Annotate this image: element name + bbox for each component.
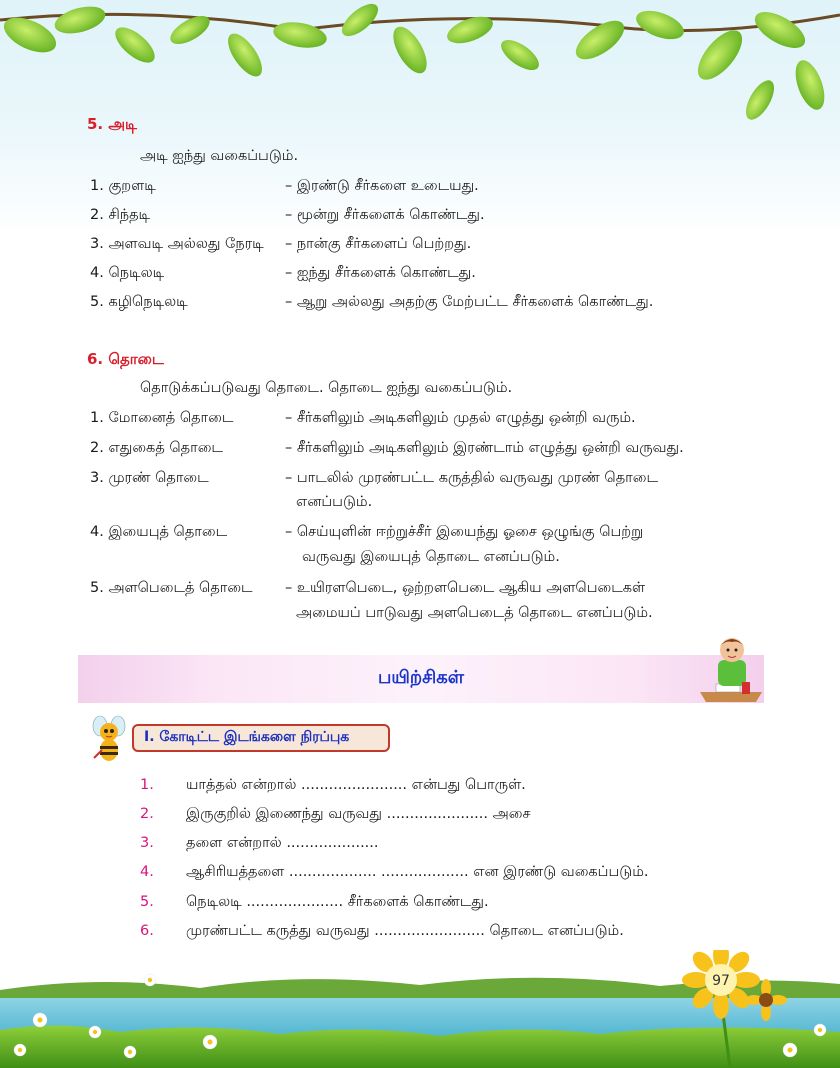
list-item-desc: – சீர்களிலும் அடிகளிலும் முதல் எழுத்து ஒன்றி வரும். xyxy=(285,410,636,426)
leaves-decoration xyxy=(0,0,840,130)
list-item-term: 2. எதுகைத் தொடை xyxy=(90,440,223,456)
exercise-section-label xyxy=(132,724,390,752)
list-item-term: 4. இயைபுத் தொடை xyxy=(90,524,228,540)
list-item-desc: – உயிரளபெடை, ஒற்றளபெடை ஆகிய அளபெடைகள் xyxy=(285,580,646,596)
list-item-desc: – பாடலில் முரண்பட்ட கருத்தில் வருவது முரண் தொடை xyxy=(285,470,658,486)
question-text: யாத்தல் என்றால் ....................... என்பது பொருள். xyxy=(186,777,526,793)
exercises-banner-title: பயிற்சிகள் xyxy=(378,667,464,688)
question-number: 4. xyxy=(140,864,154,880)
section-6-heading: 6. தொடை xyxy=(87,350,164,368)
question-text: நெடிலடி ..................... சீர்களைக் கொண்டது. xyxy=(186,894,489,910)
section-5-heading: 5. அடி xyxy=(87,115,137,133)
list-item-desc: – இரண்டு சீர்களை உடையது. xyxy=(285,178,479,194)
question-number: 1. xyxy=(140,777,154,793)
list-item-desc: – ஆறு அல்லது அதற்கு மேற்பட்ட சீர்களைக் கொண்டது. xyxy=(285,294,654,310)
list-item-desc-cont: அமையப் பாடுவது அளபெடைத் தொடை எனப்படும். xyxy=(296,605,653,621)
list-item-desc: – ஐந்து சீர்களைக் கொண்டது. xyxy=(285,265,476,281)
question-number: 6. xyxy=(140,923,154,939)
meadow-decoration xyxy=(0,950,840,1068)
section-5-intro: அடி ஐந்து வகைப்படும். xyxy=(140,148,299,164)
page-number: 97 xyxy=(712,973,730,989)
question-number: 2. xyxy=(140,806,154,822)
list-item-term: 2. சிந்தடி xyxy=(90,207,151,223)
boy-studying-illustration xyxy=(698,632,764,706)
list-item-desc: – செய்யுளின் ஈற்றுச்சீர் இயைந்து ஓசை ஒழுங்கு பெற்று xyxy=(285,524,644,540)
section-6-intro: தொடுக்கப்படுவது தொடை. தொடை ஐந்து வகைப்படும். xyxy=(140,380,513,396)
list-item-desc-cont: எனப்படும். xyxy=(296,494,373,510)
list-item-term: 1. குறளடி xyxy=(90,178,156,194)
bee-icon xyxy=(88,712,130,764)
exercise-section-title: I. கோடிட்ட இடங்களை நிரப்புக xyxy=(144,729,350,745)
list-item-term: 4. நெடிலடி xyxy=(90,265,165,281)
question-text: ஆசிரியத்தளை ................... ................... என இரண்டு வகைப்படும். xyxy=(186,864,649,880)
exercises-banner xyxy=(78,655,764,703)
question-text: முரண்பட்ட கருத்து வருவது ........................ தொடை எனப்படும். xyxy=(186,923,624,939)
list-item-term: 1. மோனைத் தொடை xyxy=(90,410,234,426)
list-item-desc: – நான்கு சீர்களைப் பெற்றது. xyxy=(285,236,472,252)
list-item-desc-cont: வருவது இயைபுத் தொடை எனப்படும். xyxy=(302,549,560,565)
list-item-term: 3. அளவடி அல்லது நேரடி xyxy=(90,236,264,252)
list-item-term: 5. கழிநெடிலடி xyxy=(90,294,188,310)
question-number: 3. xyxy=(140,835,154,851)
question-text: தளை என்றால் .................... xyxy=(186,835,379,851)
list-item-term: 3. முரண் தொடை xyxy=(90,470,209,486)
question-text: இருகுறில் இணைந்து வருவது ...................... அசை xyxy=(186,806,531,822)
list-item-term: 5. அளபெடைத் தொடை xyxy=(90,580,253,596)
list-item-desc: – சீர்களிலும் அடிகளிலும் இரண்டாம் எழுத்து ஒன்றி வருவது. xyxy=(285,440,684,456)
question-number: 5. xyxy=(140,894,154,910)
list-item-desc: – மூன்று சீர்களைக் கொண்டது. xyxy=(285,207,485,223)
